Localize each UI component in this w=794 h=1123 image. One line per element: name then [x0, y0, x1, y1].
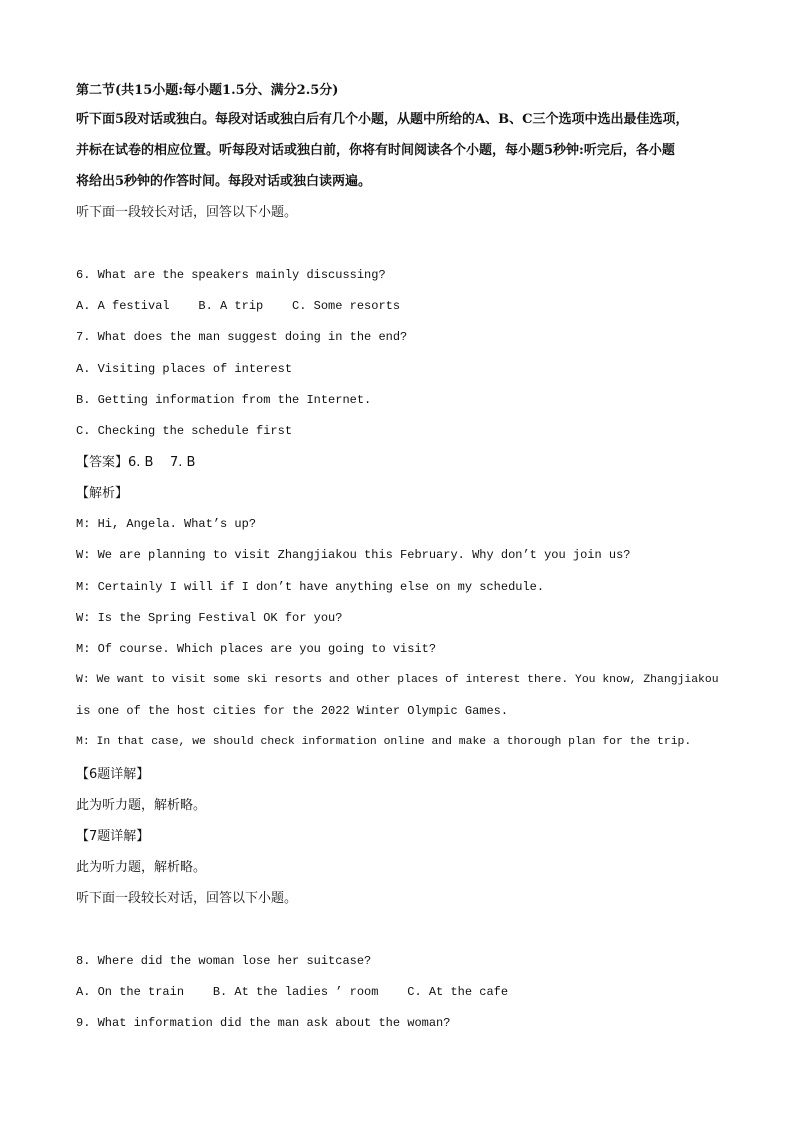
dialogue-line: W: We are planning to visit Zhangjiakou this February. Why don’t you join us?: [76, 548, 631, 563]
instructions-line-1: 听下面5段对话或独白。每段对话或独白后有几个小题，从题中所给的A、B、C三个选项中选出最佳选项，: [76, 112, 689, 127]
question-7-option-b: B. Getting information from the Internet.: [76, 392, 372, 407]
question-7: 7. What does the man suggest doing in the end?: [76, 330, 408, 345]
dialogue-line: W: We want to visit some ski resorts and other places of interest there. You know, Zhangjiakou: [76, 674, 719, 687]
instructions-line-2: 并标在试卷的相应位置。听每段对话或独白前，你将有时间阅读各个小题，每小题5秒钟:听完后，各小题: [76, 143, 675, 158]
dialogue-line: is one of the host cities for the 2022 Winter Olympic Games.: [76, 704, 509, 719]
group1-intro: 听下面一段较长对话，回答以下小题。: [76, 205, 298, 220]
spacer: [76, 228, 736, 260]
question-7-option-a: A. Visiting places of interest: [76, 361, 293, 376]
group2-intro: 听下面一段较长对话，回答以下小题。: [76, 890, 298, 906]
spacer: [76, 914, 736, 946]
exam-page: [76, 78, 736, 1039]
dialogue-line: W: Is the Spring Festival OK for you?: [76, 610, 343, 625]
question-7-option-c: C. Checking the schedule first: [76, 423, 293, 438]
answer-line: 【答案】6. B 7. B: [76, 455, 196, 471]
section-title: 第二节(共15小题:每小题1.5分、满分2.5分): [76, 83, 339, 98]
analysis-label: 【解析】: [76, 486, 129, 502]
dialogue-line: M: Of course. Which places are you going to visit?: [76, 641, 437, 656]
dialogue-line: M: In that case, we should check information online and make a thorough plan for the trip.: [76, 736, 692, 749]
question-8-options: A. On the train B. At the ladies ’ room C. At the cafe: [76, 984, 509, 999]
detail-7-text: 此为听力题，解析略。: [76, 859, 207, 875]
detail-6-text: 此为听力题，解析略。: [76, 797, 207, 813]
dialogue-line: M: Certainly I will if I don’t have anything else on my schedule.: [76, 579, 545, 594]
detail-7-label: 【7题详解】: [76, 828, 150, 844]
question-8: 8. Where did the woman lose her suitcase?: [76, 953, 372, 968]
question-6-options: A. A festival B. A trip C. Some resorts: [76, 299, 401, 314]
instructions-line-3: 将给出5秒钟的作答时间。每段对话或独白读两遍。: [76, 174, 372, 189]
dialogue-line: M: Hi, Angela. What’s up?: [76, 517, 257, 532]
question-9: 9. What information did the man ask about the woman?: [76, 1016, 451, 1030]
detail-6-label: 【6题详解】: [76, 766, 150, 782]
question-6: 6. What are the speakers mainly discussing?: [76, 268, 386, 282]
